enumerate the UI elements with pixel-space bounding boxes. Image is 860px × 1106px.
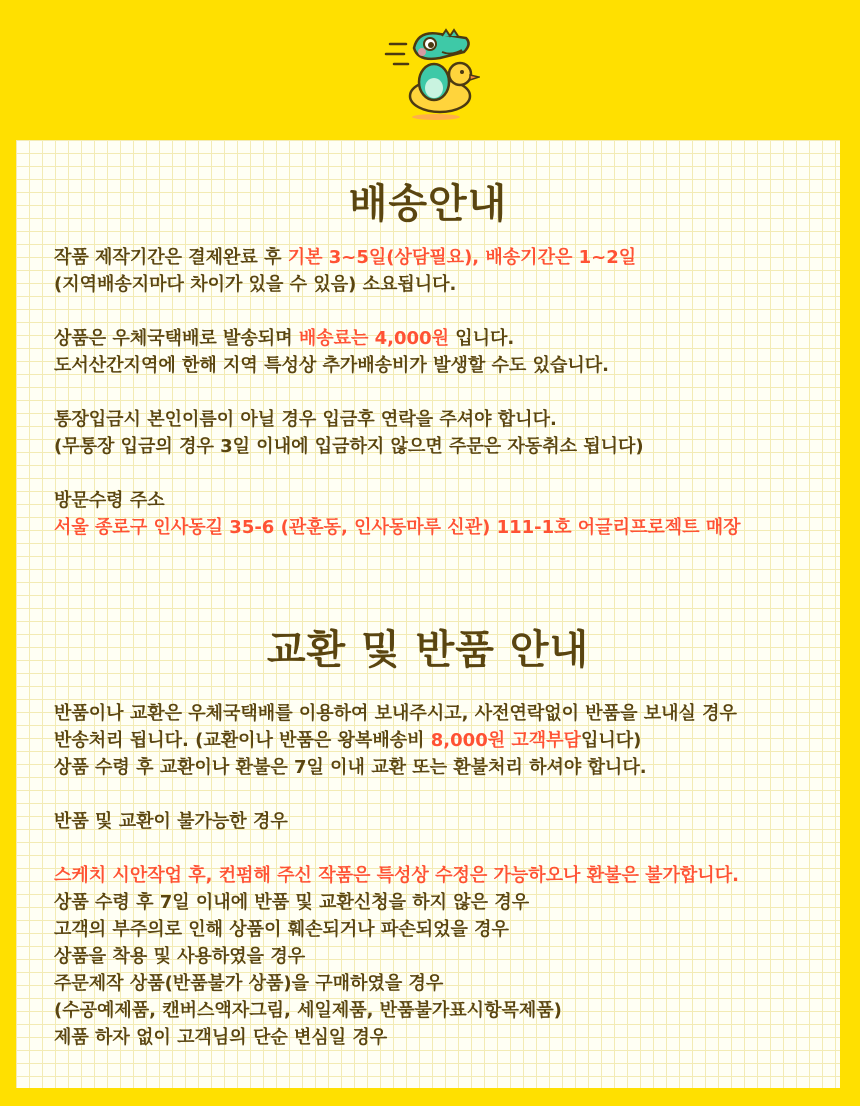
list-item: (수공예제품, 캔버스액자그림, 세일제품, 반품불가표시항목제품) <box>54 1000 562 1021</box>
list-item: 고객의 부주의로 인해 상품이 훼손되거나 파손되었을 경우 <box>54 919 509 940</box>
return-fee-highlight: 8,000원 고객부담 <box>430 730 581 751</box>
list-item: 상품 수령 후 7일 이내에 반품 및 교환신청을 하지 않은 경우 <box>54 892 530 913</box>
exchange-title: 교환 및 반품 안내 <box>266 627 590 673</box>
list-item: 주문제작 상품(반품불가 상품)을 구매하였을 경우 <box>54 973 444 994</box>
shipping-period-line <box>54 244 834 271</box>
info-panel <box>16 140 840 1088</box>
list-item: 제품 하자 없이 고객님의 단순 변심일 경우 <box>54 1027 388 1048</box>
auto-cancel-note: (무통장 입금의 경우 3일 이내에 입금하지 않으면 주문은 자동취소 됩니다) <box>54 436 644 457</box>
pickup-label: 방문수령 주소 <box>54 490 165 511</box>
list-item: 상품을 착용 및 사용하였을 경우 <box>54 946 306 967</box>
return-deadline-line: 상품 수령 후 교환이나 환불은 7일 이내 교환 또는 환불처리 하셔야 합니다. <box>54 757 647 778</box>
non-returnable-heading: 반품 및 교환이 불가능한 경우 <box>54 811 288 832</box>
pickup-address: 서울 종로구 인사동길 35-6 (관훈동, 인사동마루 신관) 111-1호 어글리프로젝트 매장 <box>54 517 741 538</box>
deposit-note: 통장입금시 본인이름이 아닐 경우 입금후 연락을 주셔야 합니다. <box>54 409 557 430</box>
return-fee-text: 반송처리 됩니다. (교환이나 반품은 왕복배송비 <box>54 730 431 751</box>
shipping-fee-suffix: 입니다. <box>449 328 515 349</box>
remote-area-note: 도서산간지역에 한해 지역 특성상 추가배송비가 발생할 수도 있습니다. <box>54 355 609 376</box>
shipping-fee-text: 상품은 우체국택배로 발송되며 <box>54 328 299 349</box>
crocodile-riding-duck-icon <box>384 22 480 122</box>
shipping-period-note: (지역배송지마다 차이가 있을 수 있음) 소요됩니다. <box>54 274 457 295</box>
shipping-period-highlight: 기본 3~5일(상담필요), 배송기간은 1~2일 <box>287 247 637 268</box>
return-fee-line <box>54 727 834 754</box>
return-fee-suffix: 입니다) <box>580 730 642 751</box>
sketch-note: 스케치 시안작업 후, 컨펌해 주신 작품은 특성상 수정은 가능하오나 환불은 불가합니다. <box>54 865 739 886</box>
exchange-section <box>54 700 834 1051</box>
shipping-title: 배송안내 <box>348 181 508 227</box>
shipping-fee-highlight: 배송료는 4,000원 <box>298 328 449 349</box>
shipping-fee-line <box>54 325 834 352</box>
shipping-period-text: 작품 제작기간은 결제완료 후 <box>54 247 288 268</box>
shipping-section <box>54 244 834 541</box>
return-method-line: 반품이나 교환은 우체국택배를 이용하여 보내주시고, 사전연락없이 반품을 보내실 경우 <box>54 703 737 724</box>
